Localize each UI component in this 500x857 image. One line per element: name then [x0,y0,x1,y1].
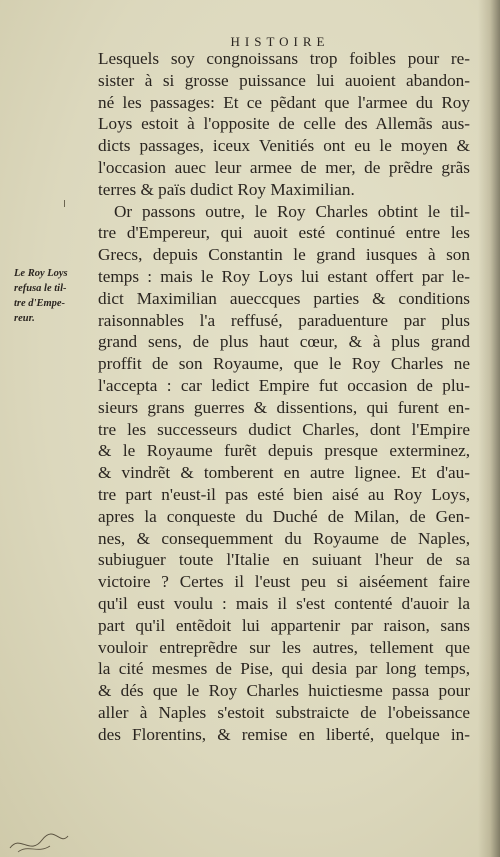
text-line: Grecs, depuis Constantin le grand iusques à son [98,245,470,265]
text-line: part qu'il entẽdoit lui appartenir par raison, sans [98,615,470,635]
text-line: la cité mesmes de Pise, qui desia par long temps, [98,659,470,679]
text-line: nes, & consequemment du Royaume de Naples, [98,528,470,548]
text-line: proffit de son Royaume, que le Roy Charles ne [98,354,470,374]
text-line: Or passons outre, le Roy Charles obtint le til- [114,201,470,221]
text-line: apres la conqueste du Duché de Milan, de Gen- [98,506,470,526]
text-line: tre les successeurs dudict Charles, dont l'Empire [98,419,470,439]
margin-note-line: Le Roy Loys [14,268,68,279]
margin-tick [64,200,65,207]
text-line: terres & païs dudict Roy Maximilian. [98,179,355,199]
text-line: tre d'Empereur, qui auoit esté continué entre les [98,223,470,243]
text-line: & dés que le Roy Charles huictiesme passa pour [98,681,470,701]
text-line: Loys estoit à l'opposite de celle des Allemãs aus- [98,114,470,134]
text-line: victoire ? Certes il l'eust peu si aiséement faire [98,572,470,592]
text-line: l'accepta : car ledict Empire fut occasion de plu- [98,375,470,395]
text-line: Lesquels soy congnoissans trop foibles pour re- [98,49,470,68]
text-line: dict Maximilian aueccques parties & conditions [98,288,470,308]
margin-note [14,266,84,326]
text-line: & le Royaume furẽt depuis presque exterminez, [98,441,470,461]
text-line: subiuguer toute l'Italie en suiuant l'heur de sa [98,550,470,570]
text-line: vouloir entreprẽdre sur les autres, tellement que [98,637,470,657]
text-line: qu'il eust voulu : mais il s'est contenté d'auoir la [98,593,470,613]
text-line: raisonnables l'a reffusé, paraduenture par plus [98,310,470,330]
ink-scribble [8,826,88,856]
text-line: aller à Naples s'estoit substraicte de l'obeissance [98,702,470,722]
text-line: sieurs grans guerres & dissentions, qui furent en- [98,397,470,417]
text-line: né les passages: Et ce pẽdant que l'armee du Roy [98,92,470,112]
margin-note-line: refusa le til- [14,283,67,294]
text-line: sister à si grosse puissance lui auoient abandon- [98,70,470,90]
text-line: grand sens, de plus haut cœur, & à plus grand [98,332,470,352]
body-text [98,48,470,746]
text-line: des Florentins, & remise en liberté, quelque in- [98,724,470,744]
text-line: temps : mais le Roy Loys lui estant offert par le- [98,266,470,286]
text-line: l'occasion auec leur armee de mer, de prẽdre grãs [98,157,470,177]
text-line: dicts passages, iceux Venitiés ont eu le moyen & [98,136,470,156]
margin-note-line: tre d'Empe- [14,298,66,309]
page-edge-shadow [478,0,500,857]
running-header: HISTOIRE [230,34,330,49]
text-line: & vindrẽt & tomberent en autre lignee. Et d'au- [98,463,470,483]
text-line: tre part n'eust-il pas esté bien aisé au Roy Loys, [98,484,470,504]
margin-note-line: reur. [14,313,35,324]
